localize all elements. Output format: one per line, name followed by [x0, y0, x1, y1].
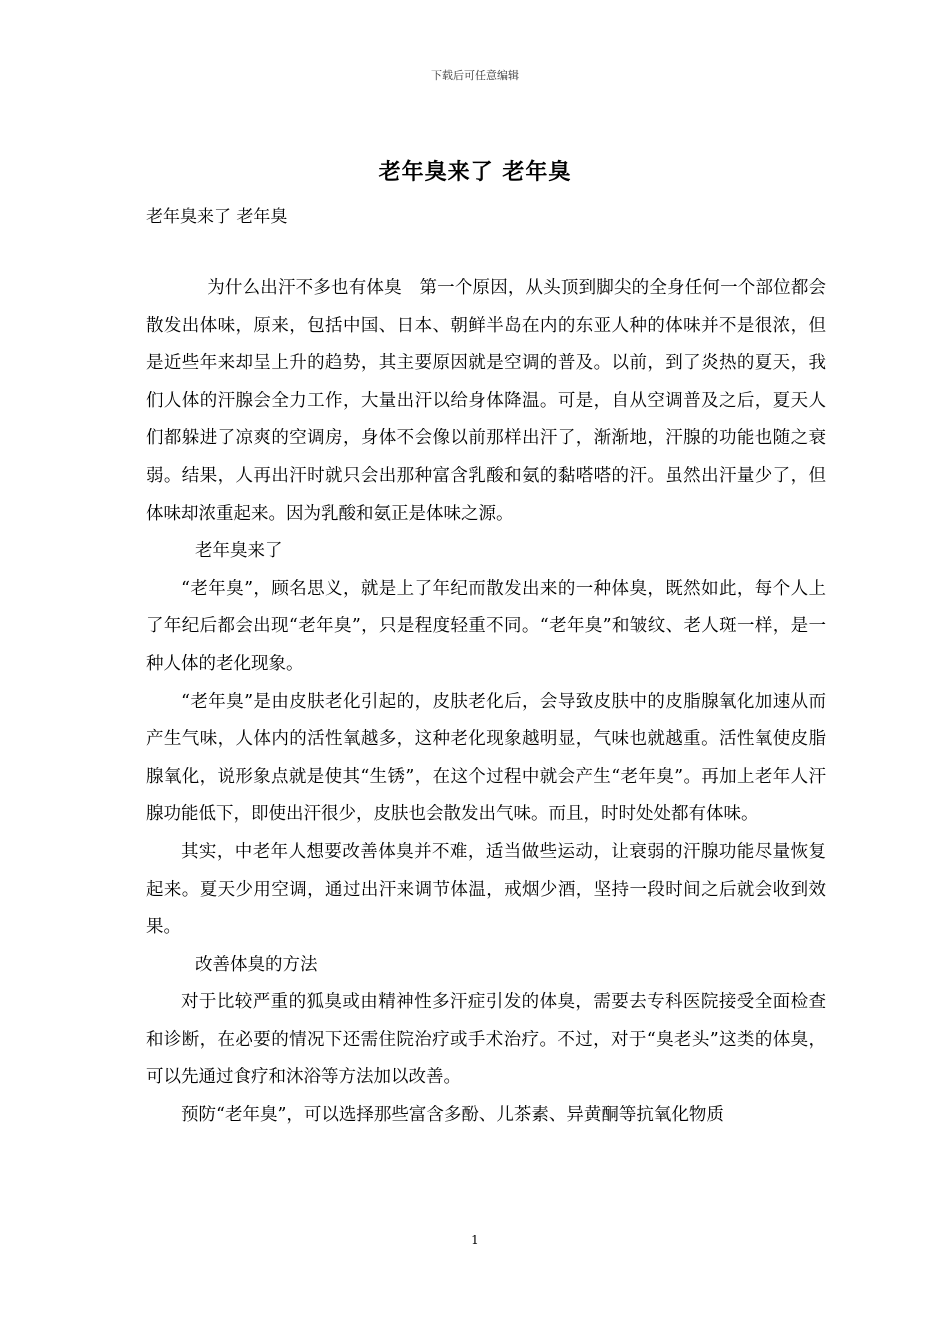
paragraph-cause: “老年臭”是由皮肤老化引起的，皮肤老化后，会导致皮肤中的皮脂腺氧化加速从而产生气味，人体内的活性氧越多，这种老化现象越明显，气味也就越重。活性氧使皮脂腺氧化，说形象点就是使其“生锈”，在这个过程中就会产生“老年臭”。再加上老年人汗腺功能低下，即使出汗很少，皮肤也会散发出气味。而且，时时处处都有体味。	[146, 691, 826, 825]
paragraph-intro: 为什么出汗不多也有体臭 第一个原因，从头顶到脚尖的全身任何一个部位都会散发出体味，原来，包括中国、日本、朝鲜半岛在内的东亚人种的体味并不是很浓，但是近些年来却呈上升的趋势，其主要原因就是空调的普及。以前，到了炎热的夏天，我们人体的汗腺会全力工作，大量出汗以给身体降温。可是，自从空调普及之后，夏天人们都躲进了凉爽的空调房，身体不会像以前那样出汗了，渐渐地，汗腺的功能也随之衰弱。结果，人再出汗时就只会出那种富含乳酸和氨的黏嗒嗒的汗。虽然出汗量少了，但体味却浓重起来。因为乳酸和氨正是体味之源。	[146, 278, 826, 524]
body-text	[146, 270, 826, 1135]
page-number: 1	[471, 1233, 479, 1247]
document-subtitle: 老年臭来了 老年臭	[146, 207, 288, 227]
paragraph-definition: “老年臭”，顾名思义，就是上了年纪而散发出来的一种体臭，既然如此，每个人上了年纪后都会出现“老年臭”，只是程度轻重不同。“老年臭”和皱纹、老人斑一样，是一种人体的老化现象。	[146, 578, 826, 674]
paragraph-treatment: 对于比较严重的狐臭或由精神性多汗症引发的体臭，需要去专科医院接受全面检查和诊断，在必要的情况下还需住院治疗或手术治疗。不过，对于“臭老头”这类的体臭，可以先通过食疗和沐浴等方法加以改善。	[146, 992, 826, 1088]
section-heading-methods: 改善体臭的方法	[195, 954, 318, 975]
section-heading-elderly-odor: 老年臭来了	[195, 541, 283, 562]
paragraph-improvement: 其实，中老年人想要改善体臭并不难，适当做些运动，让衰弱的汗腺功能尽量恢复起来。夏天少用空调，通过出汗来调节体温，戒烟少酒，坚持一段时间之后就会收到效果。	[146, 841, 826, 938]
paragraph-prevention: 预防“老年臭”，可以选择那些富含多酚、儿茶素、异黄酮等抗氧化物质	[181, 1105, 724, 1126]
header-note: 下载后可任意编辑	[431, 69, 519, 82]
document-title: 老年臭来了 老年臭	[378, 159, 572, 185]
